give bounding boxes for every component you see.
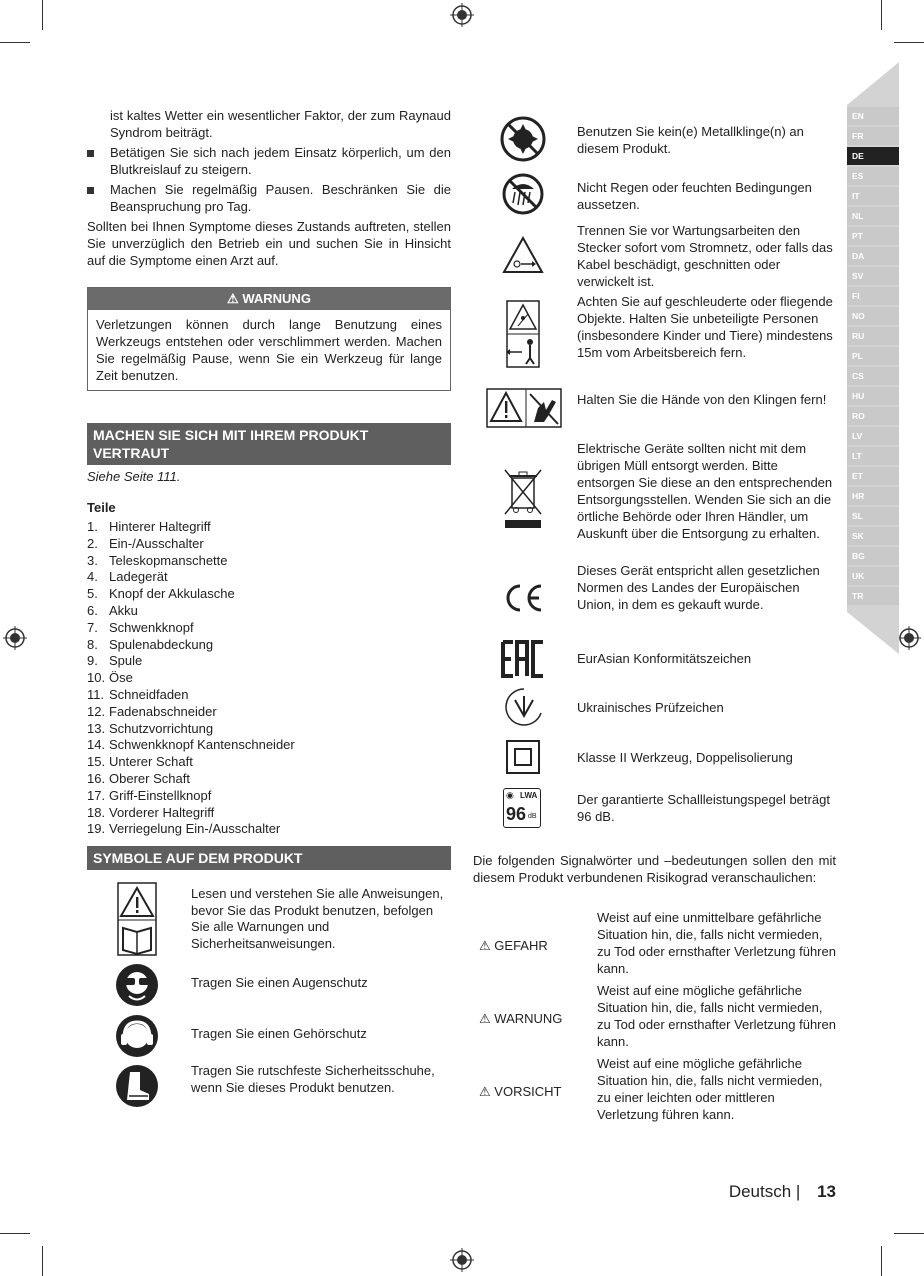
part-number: 8.	[87, 636, 98, 652]
crop-mark	[894, 42, 924, 43]
symbol-text: Elektrische Geräte sollten nicht mit dem übrigen Müll entsorgt werden. Bitte entsorgen Sie diese an den entsprechenden Entsorgungsstellen. Wenden Sie sich an die örtliche Behörde oder Ihren Händler, um Auskunft über die Entsorgung zu erhalten.	[577, 441, 833, 541]
part-number: 19.	[87, 821, 106, 837]
symbol-text: EurAsian Konformitätszeichen	[577, 651, 752, 666]
symbol-row	[87, 1012, 451, 1058]
warning-triangle-icon: ⚠	[479, 938, 491, 953]
language-tab-sv[interactable]: SV	[847, 267, 899, 285]
part-item	[87, 771, 451, 788]
language-tab-ru[interactable]: RU	[847, 327, 899, 345]
warning-triangle-icon: ⚠	[479, 1084, 491, 1099]
symbol-text: Klasse II Werkzeug, Doppelisolierung	[577, 750, 793, 765]
part-label: Öse	[109, 670, 133, 686]
language-tabs	[847, 107, 899, 607]
language-tab-sl[interactable]: SL	[847, 507, 899, 525]
eac-mark-icon	[501, 640, 545, 678]
bullet-item: Machen Sie regelmäßig Pausen. Beschränken Sie die Beanspruchung pro Tag.	[87, 181, 451, 215]
registration-mark-icon	[450, 1248, 474, 1272]
part-item	[87, 737, 451, 754]
crop-mark	[0, 42, 30, 43]
signal-label-text: VORSICHT	[494, 1084, 562, 1099]
part-label: Griff-Einstellknopf	[109, 787, 212, 803]
language-tab-sk[interactable]: SK	[847, 527, 899, 545]
symbol-row	[473, 172, 838, 218]
part-item	[87, 704, 451, 721]
symbol-text: Tragen Sie rutschfeste Sicherheitsschuhe, wenn Sie dieses Produkt benutzen.	[191, 1063, 435, 1095]
part-number: 10.	[87, 670, 106, 686]
ukraine-mark-icon	[503, 686, 545, 728]
symbol-text: Tragen Sie einen Augenschutz	[191, 975, 368, 990]
symbol-row	[473, 116, 838, 166]
part-number: 3.	[87, 552, 98, 568]
part-label: Ein-/Ausschalter	[109, 535, 204, 551]
section-title-symbols: SYMBOLE AUF DEM PRODUKT	[87, 846, 451, 870]
class-ii-icon	[506, 740, 540, 774]
language-tab-hu[interactable]: HU	[847, 387, 899, 405]
symbol-text: Lesen und verstehen Sie alle Anweisungen, bevor Sie das Produkt benutzen, befolgen Sie alle Warnungen und Sicherheitsanweisungen.	[191, 886, 444, 951]
signal-text: Weist auf eine unmittelbare gefährliche Situation hin, die, falls nicht vermieden, zu Tod oder ernsthafter Verletzung führen kann.	[597, 910, 836, 976]
language-tab-pt[interactable]: PT	[847, 227, 899, 245]
speaker-icon: ◉	[506, 790, 514, 800]
part-item	[87, 687, 451, 704]
footer-language: Deutsch |	[728, 1182, 801, 1201]
signal-label	[479, 938, 548, 954]
symbol-text: Nicht Regen oder feuchten Bedingungen aussetzen.	[577, 180, 812, 212]
warning-title: WARNUNG	[242, 291, 311, 306]
symbol-text: Tragen Sie einen Gehörschutz	[191, 1026, 367, 1041]
registration-mark-icon	[3, 626, 27, 650]
warning-triangle-icon: ⚠	[479, 1011, 491, 1026]
part-label: Verriegelung Ein-/Ausschalter	[109, 821, 281, 837]
warning-box	[87, 287, 451, 391]
part-number: 18.	[87, 804, 106, 820]
part-label: Schwenkknopf Kantenschneider	[109, 737, 295, 753]
signal-label	[479, 1084, 561, 1100]
part-number: 14.	[87, 737, 106, 753]
ce-mark-icon	[501, 582, 545, 614]
part-item	[87, 805, 451, 822]
part-number: 1.	[87, 519, 98, 534]
part-label: Schutzvorrichtung	[109, 720, 214, 736]
symbol-row	[473, 386, 838, 430]
part-number: 13.	[87, 720, 106, 736]
part-label: Spulenabdeckung	[109, 636, 214, 652]
signal-row	[473, 1055, 838, 1125]
registration-mark-icon	[450, 3, 474, 27]
no-metal-blade-icon	[500, 116, 546, 162]
signal-label-text: WARNUNG	[494, 1011, 563, 1026]
signal-row	[473, 982, 838, 1052]
part-item	[87, 586, 451, 603]
language-tab-ro[interactable]: RO	[847, 407, 899, 425]
symbol-row	[473, 684, 838, 730]
part-item	[87, 637, 451, 654]
language-tab-nl[interactable]: NL	[847, 207, 899, 225]
keep-hands-away-icon	[486, 388, 562, 428]
symbol-text: Benutzen Sie kein(e) Metallklinge(n) an diesem Produkt.	[577, 124, 804, 156]
symbol-text: Dieses Gerät entspricht allen gesetzlichen Normen des Landes der Europäischen Union, in dem es gekauft wurde.	[577, 563, 820, 612]
symbol-row	[87, 882, 451, 958]
symptom-paragraph: Sollten bei Ihnen Symptome dieses Zustands auftreten, stellen Sie unverzüglich den Betrieb ein und suchen Sie in Hinsicht auf die Symptome einen Arzt auf.	[87, 219, 451, 268]
part-number: 11.	[87, 686, 105, 702]
part-label: Fadenabschneider	[109, 703, 217, 719]
see-page-note: Siehe Seite 111.	[87, 469, 181, 484]
part-number: 4.	[87, 569, 98, 585]
eye-protection-icon	[115, 963, 159, 1007]
language-tab-es[interactable]: ES	[847, 167, 899, 185]
language-tab-cs[interactable]: CS	[847, 367, 899, 385]
part-number: 6.	[87, 602, 98, 618]
unplug-warning-icon	[502, 236, 544, 274]
part-item	[87, 569, 451, 586]
symbols-section	[87, 846, 451, 1095]
parts-list	[87, 519, 451, 838]
symbol-text: Halten Sie die Hände von den Klingen fern!	[577, 392, 827, 407]
warning-triangle-icon: ⚠	[227, 291, 239, 306]
signal-intro: Die folgenden Signalwörter und –bedeutungen sollen den mit diesem Produkt verbundenen Risikograd veranschaulichen:	[473, 853, 836, 885]
part-number: 7.	[87, 619, 98, 635]
part-item	[87, 754, 451, 771]
language-tab-it[interactable]: IT	[847, 187, 899, 205]
symbol-text: Achten Sie auf geschleuderte oder fliegende Objekte. Halten Sie unbeteiligte Personen (insbesondere Kinder und Tiere) mindestens 15m vom Arbeitsbereich fern.	[577, 294, 833, 360]
symbol-row	[473, 788, 838, 830]
symbol-row	[87, 1062, 451, 1112]
part-item	[87, 536, 451, 553]
thrown-objects-icon	[506, 300, 540, 368]
crop-mark	[881, 0, 882, 30]
crop-mark	[42, 0, 43, 30]
symbol-text: Der garantierte Schallleistungspegel beträgt 96 dB.	[577, 792, 830, 824]
signal-row	[473, 909, 838, 979]
language-tab-uk[interactable]: UK	[847, 567, 899, 585]
db-unit: dB	[528, 813, 537, 820]
part-item	[87, 670, 451, 687]
language-tab-hr[interactable]: HR	[847, 487, 899, 505]
part-item	[87, 620, 451, 637]
part-label: Akku	[109, 602, 138, 618]
part-label: Schwenkknopf	[109, 619, 194, 635]
language-tab-lv[interactable]: LV	[847, 427, 899, 445]
part-item	[87, 721, 451, 738]
lwa-label: LWA	[520, 791, 538, 800]
part-label: Schneidfaden	[109, 686, 189, 702]
language-tab-no[interactable]: NO	[847, 307, 899, 325]
parts-heading: Teile	[87, 500, 116, 515]
crop-mark	[0, 1233, 30, 1234]
part-item	[87, 519, 451, 536]
part-label: Knopf der Akkulasche	[109, 586, 235, 602]
crop-mark	[881, 1246, 882, 1276]
language-tab-tr[interactable]: TR	[847, 587, 899, 605]
part-number: 2.	[87, 535, 98, 551]
language-tab-et[interactable]: ET	[847, 467, 899, 485]
symbol-row	[473, 222, 838, 290]
part-item	[87, 553, 451, 570]
language-tab-fi[interactable]: FI	[847, 287, 899, 305]
part-label: Oberer Schaft	[109, 770, 190, 786]
language-tab-lt[interactable]: LT	[847, 447, 899, 465]
part-label: Teleskopmanschette	[109, 552, 228, 568]
safety-shoes-icon	[115, 1064, 159, 1108]
warning-header	[88, 288, 450, 310]
part-item	[87, 821, 451, 838]
part-number: 5.	[87, 586, 98, 602]
intro-continuation: ist kaltes Wetter ein wesentlicher Faktor, der zum Raynaud Syndrom beiträgt.	[110, 108, 451, 140]
symbol-row	[87, 961, 451, 1007]
part-number: 12.	[87, 703, 106, 719]
section-title-product: MACHEN SIE SICH MIT IHREM PRODUKT VERTRAUT	[87, 423, 451, 465]
symbol-text: Ukrainisches Prüfzeichen	[577, 700, 724, 715]
language-tab-fr[interactable]: FR	[847, 127, 899, 145]
symbol-text: Trennen Sie vor Wartungsarbeiten den Stecker sofort vom Stromnetz, oder falls das Kabel beschädigt, geschnitten oder verwickelt ist.	[577, 223, 833, 289]
symbol-row	[473, 738, 838, 778]
crop-mark	[894, 1233, 924, 1234]
page-footer	[729, 1182, 836, 1202]
ear-protection-icon	[115, 1014, 159, 1058]
no-rain-icon	[502, 173, 544, 215]
part-number: 9.	[87, 653, 98, 669]
sound-power-icon	[503, 788, 541, 828]
language-tab-da[interactable]: DA	[847, 247, 899, 265]
language-tab-de[interactable]: DE	[847, 147, 899, 165]
symbol-row	[473, 562, 838, 632]
signal-text: Weist auf eine mögliche gefährliche Situation hin, die, falls nicht vermieden, zu Tod oder ernsthafter Verletzung führen kann.	[597, 983, 836, 1049]
page-number: 13	[817, 1182, 836, 1201]
part-label: Hinterer Haltegriff	[109, 519, 211, 534]
bullet-item: Betätigen Sie sich nach jedem Einsatz körperlich, um den Blutkreislauf zu steigern.	[87, 144, 451, 178]
part-label: Unterer Schaft	[109, 754, 193, 770]
language-tab-en[interactable]: EN	[847, 107, 899, 125]
read-manual-icon	[117, 882, 157, 956]
symbol-row	[473, 636, 838, 680]
language-tab-pl[interactable]: PL	[847, 347, 899, 365]
part-number: 15.	[87, 754, 106, 770]
part-number: 16.	[87, 770, 106, 786]
weee-bin-icon	[501, 468, 545, 530]
part-label: Ladegerät	[109, 569, 168, 585]
part-item	[87, 603, 451, 620]
language-tab-bg[interactable]: BG	[847, 547, 899, 565]
part-item	[87, 788, 451, 805]
part-label: Spule	[109, 653, 143, 669]
symbol-row	[473, 293, 838, 375]
part-number: 17.	[87, 787, 106, 803]
part-item	[87, 653, 451, 670]
db-value: 96	[506, 804, 527, 824]
crop-mark	[42, 1246, 43, 1276]
warning-text: Verletzungen können durch lange Benutzung eines Werkzeugs entstehen oder verschlimmert werden. Machen Sie regelmäßig Pause, wenn Sie ein Werkzeug für lange Zeit benutzen.	[96, 317, 442, 383]
symbol-row	[473, 440, 838, 560]
signal-text: Weist auf eine mögliche gefährliche Situation hin, die, falls nicht vermieden, zu einer leichten oder mittleren Verletzung führen kann.	[597, 1056, 823, 1122]
part-label: Vorderer Haltegriff	[109, 804, 215, 820]
signal-label-text: GEFAHR	[494, 938, 548, 953]
signal-label	[479, 1011, 562, 1027]
left-column	[87, 107, 451, 838]
